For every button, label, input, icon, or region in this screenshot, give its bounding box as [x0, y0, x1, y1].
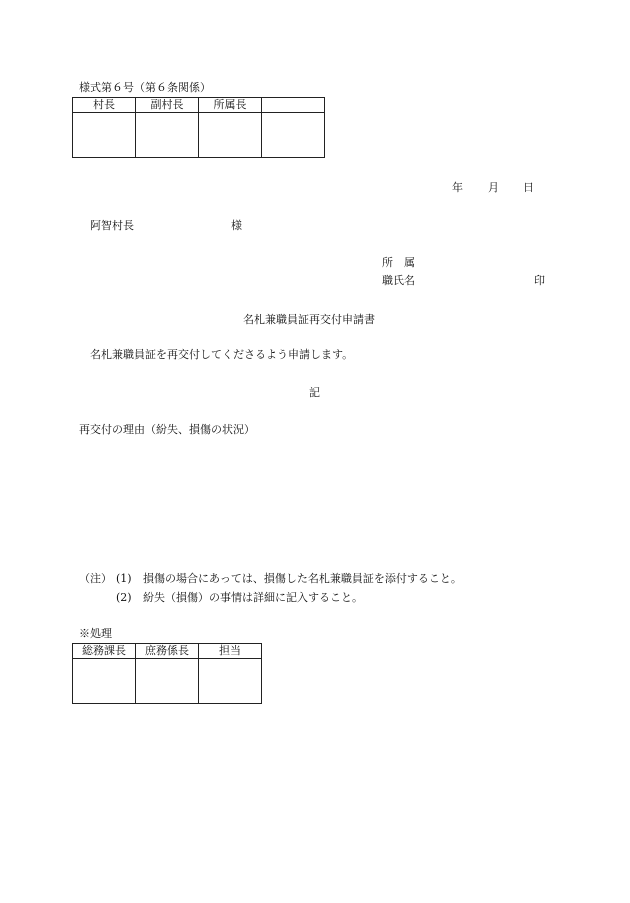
body-text: 名札兼職員証を再交付してくださるよう申請します。 [90, 348, 354, 361]
reason-label: 再交付の理由（紛失、損傷の状況） [79, 423, 255, 436]
approval-header-deputy-head: 副村長 [136, 98, 199, 113]
document-title: 名札兼職員証再交付申請書 [243, 313, 375, 326]
processing-stamp-cell[interactable] [136, 659, 199, 704]
approval-header-village-head: 村長 [73, 98, 136, 113]
note-number: (1) [116, 572, 132, 585]
form-label: 様式第６号（第６条関係） [79, 81, 211, 94]
applicant-position-name-label: 職氏名 [382, 274, 415, 287]
date-year-label: 年 [452, 181, 463, 194]
approval-header-section-head: 所属長 [199, 98, 262, 113]
date-day-label: 日 [523, 181, 534, 194]
date-month-label: 月 [488, 181, 499, 194]
applicant-department-label: 所 属 [382, 256, 415, 269]
note-text: 紛失（損傷）の事情は詳細に記入すること。 [143, 591, 363, 604]
notes-prefix: （注） [79, 572, 112, 585]
approval-stamp-cell[interactable] [199, 113, 262, 158]
processing-header-general-affairs-chief: 総務課長 [73, 644, 136, 659]
ki-label: 記 [309, 386, 320, 399]
processing-stamp-cell[interactable] [73, 659, 136, 704]
addressee-honorific: 様 [231, 219, 242, 232]
note-number: (2) [116, 591, 132, 604]
processing-label: ※処理 [79, 627, 112, 640]
processing-stamp-table [72, 643, 262, 704]
processing-header-staff: 担当 [199, 644, 262, 659]
processing-stamp-cell[interactable] [199, 659, 262, 704]
approval-stamp-cell[interactable] [136, 113, 199, 158]
processing-header-clerical-chief: 庶務係長 [136, 644, 199, 659]
approval-stamp-table [72, 97, 325, 158]
approval-stamp-cell[interactable] [73, 113, 136, 158]
approval-stamp-cell[interactable] [262, 113, 325, 158]
note-text: 損傷の場合にあっては、損傷した名札兼職員証を添付すること。 [143, 572, 462, 585]
approval-header-blank [262, 98, 325, 113]
addressee-name: 阿智村長 [90, 219, 134, 232]
seal-label: 印 [534, 274, 545, 287]
